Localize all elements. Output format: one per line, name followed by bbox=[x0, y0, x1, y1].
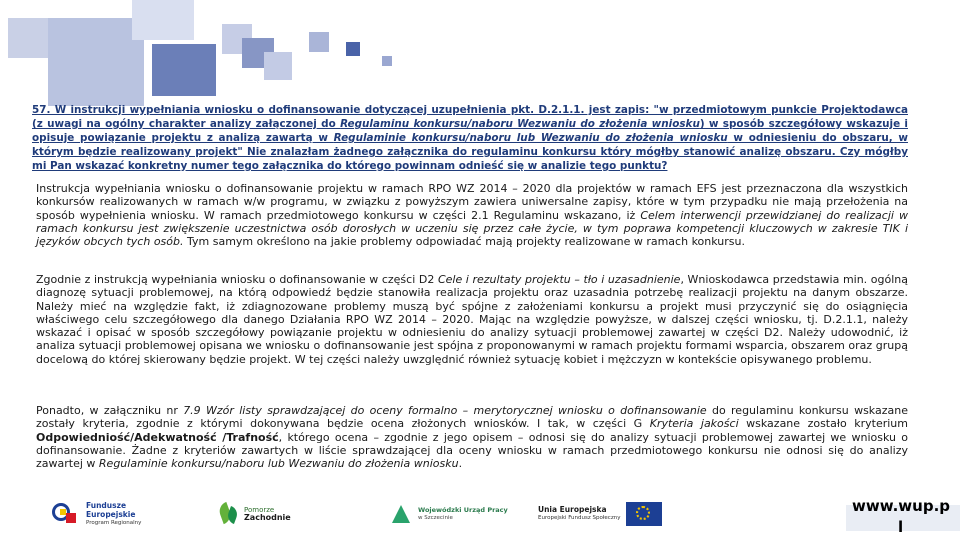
ue-line1: Unia Europejska bbox=[538, 505, 607, 514]
answer-text: Zgodnie z instrukcją wypełniania wniosku o dofinansowanie w części D2 bbox=[36, 273, 438, 286]
wup-line2: w Szczecinie bbox=[418, 515, 453, 521]
answer-text: Ponadto, w załączniku nr bbox=[36, 404, 184, 417]
question-part: ) w sposób szczegółowy wskazuje i opisuje powiązanie projektu z analizą zawartą w bbox=[32, 118, 908, 144]
answer-text: do regulaminu konkursu wskazane zostały kryteria, zgodnie z którymi dokonywana będzie ocena złożonych wniosków. I tak, w części G bbox=[36, 404, 908, 431]
answer-bold: Odpowiedniość/Adekwatność /Trafność bbox=[36, 430, 279, 444]
answer-italic: Cele i rezultaty projektu – tło i uzasadnienie bbox=[437, 273, 681, 286]
fe-line3: Program Regionalny bbox=[86, 519, 142, 526]
answer-italic: Celem interwencji przewidzianej do realizacji w ramach konkursu jest zwiększenie uczestnictwa osób dorosłych w uczeniu się przez całe życie, w tym poprawa kompetencji kluczowych w zakresie TIK i języków obcych tych osób. bbox=[36, 208, 908, 249]
answer-text: Instrukcja wypełniania wniosku o dofinansowanie projektu w ramach RPO WZ 2014 – 2020 dla projektów w ramach EFS jest przeznaczona dla wszystkich konkursów realizowanych w ramach w/w programu, w związku z powyższym zawiera uniwersalne zapisy, które w tym przypadku nie mają przełożenia na sposób wypełnienia wniosku. W ramach przedmiotowego konkursu w części 2.1 Regulaminu wskazano, iż bbox=[36, 182, 908, 222]
decor-square bbox=[8, 18, 48, 58]
decor-square bbox=[382, 56, 392, 66]
wup-logo bbox=[388, 492, 508, 536]
answer-text: , Wnioskodawca przedstawia min. ogólną diagnozę sytuacji problemowej, na którą odpowiedź będzie stanowiła realizacja projektu oraz uzasadnia potrzebę realizacji projektu na danym obszarze. Należy mieć na względzie fakt, iż zdiagnozowane problemy muszą być spójne z założeniami konkursu a projekt musi przyczynić się do osiągnięcia właściwego celu szczegółowego dla danego Działania RPO WZ 2014 – 2020. Mając na względzie powyższe, w dalszej części wniosku, tj. D.2.1.1, należy wskazać i opisać w sposób szczegółowy powiązanie projektu w odniesieniu do analizy sytuacji problemowej zawartej w części D2. Należy udowodnić, iż analiza sytuacji problemowej opisana we wniosku o dofinansowanie jest spójna z proponowanymi w ramach projektu formami wsparcia, obszarem oraz grupą docelową do której skierowany będzie projekt. W tej części należy uwzględnić również sytuację kobiet i mężczyzn w kontekście opisywanego problemu. bbox=[36, 273, 908, 366]
answer-text: . bbox=[458, 457, 463, 471]
decor-square bbox=[264, 52, 292, 80]
decor-square bbox=[132, 0, 194, 40]
decor-square bbox=[309, 32, 329, 52]
question-part: 57. W instrukcji wypełniania wniosku o dofinansowanie dotyczącej uzupełnienia pkt. D.2.1.1. jest zapis: "w przedmiotowym punkcie Projektodawca (z uwagi na ogólny charakter analizy załączonej do bbox=[32, 104, 908, 130]
answer-text: wskazane zostało kryterium bbox=[738, 417, 908, 431]
question-italic: Regulaminie konkursu/naboru lub Wezwaniu do złożenia wniosku bbox=[333, 132, 728, 144]
wup-line1: Wojewódzki Urząd Pracy bbox=[418, 506, 508, 514]
answer-paragraph-1 bbox=[36, 182, 908, 248]
wup-mark-icon bbox=[388, 501, 414, 527]
decor-square bbox=[152, 44, 216, 96]
fe-star-icon bbox=[50, 501, 80, 527]
answer-italic: Regulaminie konkursu/naboru lub Wezwaniu do złożenia wniosku bbox=[98, 457, 459, 471]
fe-line2: Europejskie bbox=[86, 509, 136, 519]
question-italic: Regulaminu konkursu/naboru Wezwaniu do złożenia wniosku bbox=[340, 118, 700, 130]
website-url-continued[interactable]: l bbox=[898, 518, 904, 536]
answer-text: , którego ocena – zgodnie z jego opisem – odnosi się do analizy sytuacji problemowej zawartej we wniosku o dofinansowanie. Żadne z kryteriów zawartych w liście sprawdzającej dla oceny wniosku w ramach przedmiotowego konkursu nie odnosi się do analizy zawartej w bbox=[36, 430, 908, 471]
fundusze-europejskie-logo bbox=[50, 492, 141, 536]
answer-italic: 7.9 Wzór listy sprawdzającej do oceny formalno – merytorycznej wniosku o dofinansowanie bbox=[183, 404, 707, 417]
pomorze-zachodnie-logo bbox=[218, 492, 291, 536]
pz-line1: Pomorze bbox=[244, 506, 275, 514]
decor-square bbox=[346, 42, 360, 56]
decor-square bbox=[48, 18, 144, 106]
answer-paragraph-3 bbox=[36, 404, 908, 470]
question-part: w odniesieniu do obszaru, w którym będzie realizowany projekt" Nie znalazłam żadnego załącznika do regulaminu konkursu który mógłby stanowić analizę obszaru. Czy mógłby mi Pan wskazać konkretny numer tego załącznika do którego powinnam odnieść się w analizie tego punktu? bbox=[32, 132, 908, 172]
eu-flag-icon bbox=[626, 502, 662, 526]
unia-europejska-logo bbox=[538, 492, 662, 536]
pz-line2: Zachodnie bbox=[244, 513, 291, 522]
question-text bbox=[32, 103, 908, 173]
fe-line1: Fundusze bbox=[86, 500, 127, 510]
answer-paragraph-2 bbox=[36, 273, 908, 366]
website-url[interactable]: www.wup.p bbox=[852, 497, 951, 515]
answer-text: Tym samym określono na jakie problemy odpowiadać mają projekty realizowane w ramach konkursu. bbox=[183, 235, 745, 249]
answer-italic: Kryteria jakości bbox=[649, 417, 739, 431]
logo-bar bbox=[50, 492, 840, 536]
ue-line2: Europejski Fundusz Społeczny bbox=[538, 515, 621, 521]
leaf-icon bbox=[218, 499, 240, 529]
